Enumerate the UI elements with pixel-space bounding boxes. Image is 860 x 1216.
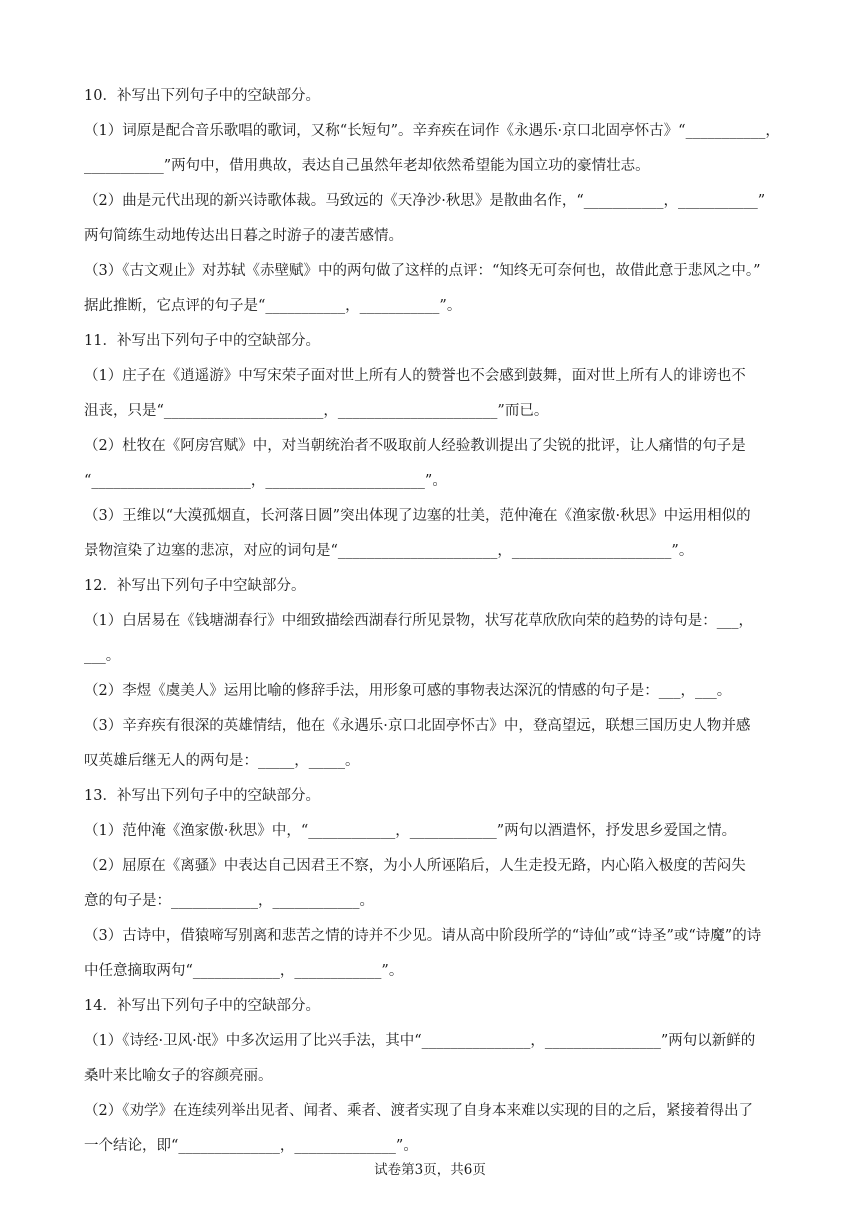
question-11-item-2: （2）杜牧在《阿房宫赋》中，对当朝统治者不吸取前人经验教训提出了尖锐的批评，让人痛惜的句子是 [84,438,746,454]
question-10-item-3-cont: 据此推断，它点评的句子是“___________，___________”。 [84,298,462,314]
question-10-item-2-cont: 两句简练生动地传达出日暮之时游子的凄苦感情。 [84,228,403,244]
question-14-heading: 14．补写出下列句子中的空缺部分。 [84,998,320,1014]
question-11-item-1: （1）庄子在《逍遥游》中写宋荣子面对世上所有人的赞誉也不会感到鼓舞，面对世上所有人的诽谤也不 [84,368,746,384]
question-12-item-2: （2）李煜《虞美人》运用比喻的修辞手法，用形象可感的事物表达深沉的情感的句子是：___，___。 [84,683,732,699]
question-13-item-2: （2）屈原在《离骚》中表达自己因君王不察，为小人所诬陷后，人生走投无路，内心陷入极度的苦闷失 [84,858,746,874]
question-12-item-3-cont: 叹英雄后继无人的两句是：_____，_____。 [84,753,360,769]
question-list [84,86,782,1171]
question-10-heading: 10．补写出下列句子中的空缺部分。 [84,88,320,104]
question-11-heading: 11．补写出下列句子中的空缺部分。 [84,333,320,349]
question-13-item-2-cont: 意的句子是：____________，____________。 [84,893,374,909]
question-14-item-1: （1）《诗经·卫风·氓》中多次运用了比兴手法，其中“_______________，________________”两句以新鲜的 [84,1033,756,1049]
question-10-item-2: （2）曲是元代出现的新兴诗歌体裁。马致远的《天净沙·秋思》是散曲名作，“___________，___________” [84,193,766,209]
question-11-item-1-cont: 沮丧，只是“______________________，______________________”而已。 [84,403,549,419]
question-14-item-2: （2）《劝学》在连续列举出见者、闻者、乘者、渡者实现了自身本来难以实现的目的之后，紧接着得出了 [84,1103,753,1119]
question-14-item-1-cont: 桑叶来比喻女子的容颜亮丽。 [84,1068,273,1084]
question-12-item-3: （3）辛弃疾有很深的英雄情结，他在《永遇乐·京口北固亭怀古》中，登高望远，联想三国历史人物并感 [84,718,751,734]
question-13-item-3-cont: 中任意摘取两句“____________，____________”。 [84,963,404,979]
question-12-item-1: （1）白居易在《钱塘湖春行》中细致描绘西湖春行所见景物，状写花草欣欣向荣的趋势的诗句是：___， [84,613,753,629]
question-11-item-2-cont: “______________________，______________________”。 [84,473,447,489]
question-10-item-1-cont: ___________”两句中，借用典故，表达自己虽然年老却依然希望能为国立功的豪情壮志。 [84,158,650,174]
question-10-item-3: （3）《古文观止》对苏轼《赤壁赋》中的两句做了这样的点评：“知终无可奈何也，故借此意于悲风之中。” [84,263,761,279]
question-13-heading: 13．补写出下列句子中的空缺部分。 [84,788,320,804]
question-11-item-3-cont: 景物渲染了边塞的悲凉，对应的词句是“______________________，______________________”。 [84,543,694,559]
question-13-item-1: （1）范仲淹《渔家傲·秋思》中，“____________，____________”两句以酒遣怀，抒发思乡爱国之情。 [84,823,737,839]
question-14-item-2-cont: 一个结论，即“______________，______________”。 [84,1138,418,1154]
question-10-item-1: （1）词原是配合音乐歌唱的歌词，又称“长短句”。辛弃疾在词作《永遇乐·京口北固亭怀古》“___________， [84,123,780,139]
question-13-item-3: （3）古诗中，借猿啼写别离和悲苦之情的诗并不少见。请从高中阶段所学的“诗仙”或“诗圣”或“诗魔”的诗 [84,928,762,944]
question-12-item-1-cont: ___。 [84,648,121,664]
page-footer: 试卷第3页，共6页 [374,1162,486,1178]
question-11-item-3: （3）王维以“大漠孤烟直，长河落日圆”突出体现了边塞的壮美，范仲淹在《渔家傲·秋思》中运用相似的 [84,508,751,524]
question-12-heading: 12．补写出下列句子中空缺部分。 [84,578,306,594]
